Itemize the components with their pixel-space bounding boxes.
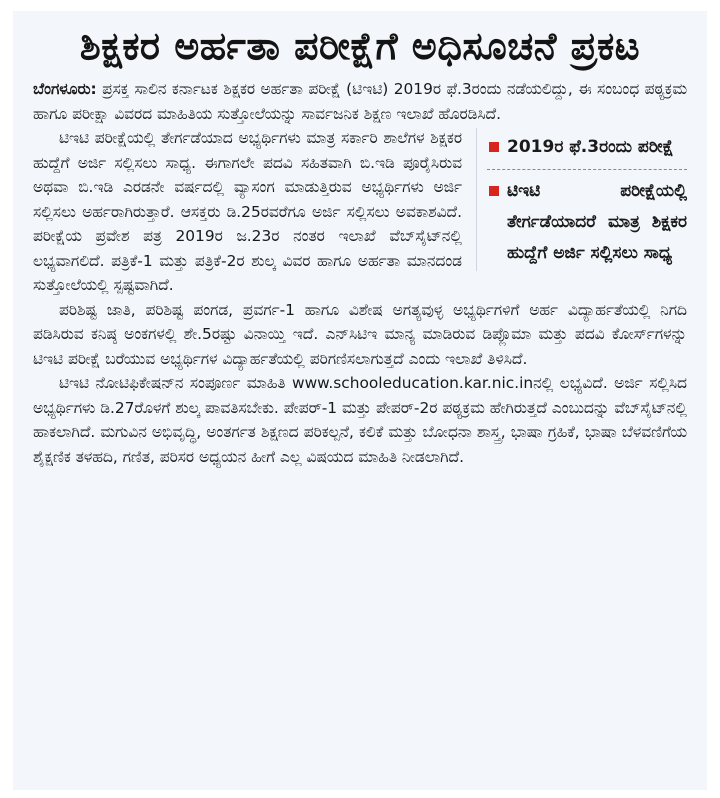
red-square-bullet-icon <box>489 186 499 196</box>
highlight-item <box>487 176 687 269</box>
red-square-bullet-icon <box>489 142 499 152</box>
highlight-text: 2019ರ ಫೆ.3ರಂದು ಪರೀಕ್ಷೆ <box>507 137 674 157</box>
body-paragraph: ಪರಿಶಿಷ್ಟ ಜಾತಿ, ಪರಿಶಿಷ್ಟ ಪಂಗಡ, ಪ್ರವರ್ಗ-1 ಹಾಗೂ ವಿಶೇಷ ಅಗತ್ಯವುಳ್ಳ ಅಭ್ಯರ್ಥಿಗಳಿಗೆ ಅರ್ಹ ವಿದ್ಯಾರ್ಹತೆಯಲ್ಲಿ ನಿಗದಿ ಪಡಿಸಿರುವ ಕನಿಷ್ಠ ಅಂಕಗಳಲ್ಲಿ ಶೇ.5ರಷ್ಟು ವಿನಾಯ್ತಿ ಇದೆ. ಎನ್‌ಸಿಟಿಇ ಮಾನ್ಯ ಮಾಡಿರುವ ಡಿಪ್ಲೊಮಾ ಮತ್ತು ಪದವಿ ಕೋರ್ಸ್‌ಗಳನ್ನು ಟಿಇಟಿ ಪರೀಕ್ಷೆ ಬರೆಯುವ ಅಭ್ಯರ್ಥಿಗಳ ವಿದ್ಯಾರ್ಹತೆಯಲ್ಲಿ ಪರಿಗಣಿಸಲಾಗುತ್ತದೆ ಎಂದು ಇಲಾಖೆ ತಿಳಿಸಿದೆ. <box>33 300 687 368</box>
lead-paragraph <box>33 77 687 126</box>
newspaper-clipping <box>13 11 707 790</box>
article-body <box>33 77 687 469</box>
headline: ಶಿಕ್ಷಕರ ಅರ್ಹತಾ ಪರೀಕ್ಷೆಗೆ ಅಧಿಸೂಚನೆ ಪ್ರಕಟ <box>79 24 641 68</box>
body-paragraph: ಟಿಇಟಿ ಪರೀಕ್ಷೆಯಲ್ಲಿ ತೇರ್ಗಡೆಯಾದ ಅಭ್ಯರ್ಥಿಗಳು ಮಾತ್ರ ಸರ್ಕಾರಿ ಶಾಲೆಗಳ ಶಿಕ್ಷಕರ ಹುದ್ದೆಗೆ ಅರ್ಜಿ ಸಲ್ಲಿಸಲು ಸಾಧ್ಯ. ಈಗಾಗಲೇ ಪದವಿ ಸಹಿತವಾಗಿ ಬಿ.ಇಡಿ ಪೂರೈಸಿರುವ ಅಥವಾ ಬಿ.ಇಡಿ ಎರಡನೇ ವರ್ಷದಲ್ಲಿ ವ್ಯಾಸಂಗ ಮಾಡುತ್ತಿರುವ ಅಭ್ಯರ್ಥಿಗಳು ಅರ್ಜಿ ಸಲ್ಲಿಸಲು ಅರ್ಹರಾಗಿರುತ್ತಾರೆ. ಆಸಕ್ತರು ಡಿ.25ರವರೆಗೂ ಅರ್ಜಿ ಸಲ್ಲಿಸಲು ಅವಕಾಶವಿದೆ. ಪರೀಕ್ಷೆಯ ಪ್ರವೇಶ ಪತ್ರ 2019ರ ಜ.23ರ ನಂತರ ಇಲಾಖೆ ವೆಬ್‌ಸೈಟ್‌ನಲ್ಲಿ ಲಭ್ಯವಾಗಲಿದೆ. ಪತ್ರಿಕೆ-1 ಮತ್ತು ಪತ್ರಿಕೆ-2ರ ಶುಲ್ಕ ವಿವರ ಹಾಗೂ ಅರ್ಹತಾ ಮಾನದಂಡ ಸುತ್ತೋಲೆಯಲ್ಲಿ ಸ್ಪಷ್ಟವಾಗಿದೆ. <box>33 129 462 294</box>
highlight-divider <box>487 169 687 170</box>
lead-text: ಪ್ರಸಕ್ತ ಸಾಲಿನ ಕರ್ನಾಟಕ ಶಿಕ್ಷಕರ ಅರ್ಹತಾ ಪರೀಕ್ಷೆ (ಟಿಇಟಿ) 2019ರ ಫೆ.3ರಂದು ನಡೆಯಲಿದ್ದು, ಈ ಸಂಬಂಧ ಪಠ್ಯಕ್ರಮ ಹಾಗೂ ಪರೀಕ್ಷಾ ವಿವರದ ಮಾಹಿತಿಯ ಸುತ್ತೋಲೆಯನ್ನು ಸಾರ್ವಜನಿಕ ಶಿಕ್ಷಣ ಇಲಾಖೆ ಹೊರಡಿಸಿದೆ. <box>33 80 687 123</box>
dateline: ಬೆಂಗಳೂರು: <box>33 80 97 98</box>
highlights-box <box>476 128 687 271</box>
highlight-item <box>487 132 687 163</box>
highlight-text: ಟಿಇಟಿ ಪರೀಕ್ಷೆಯಲ್ಲಿ ತೇರ್ಗಡೆಯಾದರೆ ಮಾತ್ರ ಶಿಕ್ಷಕರ ಹುದ್ದೆಗೆ ಅರ್ಜಿ ಸಲ್ಲಿಸಲು ಸಾಧ್ಯ <box>507 181 687 263</box>
body-paragraph: ಟಿಇಟಿ ನೋಟಿಫಿಕೇಷನ್‌ನ ಸಂಪೂರ್ಣ ಮಾಹಿತಿ www.schooleducation.kar.nic.inನಲ್ಲಿ ಲಭ್ಯವಿದೆ. ಅರ್ಜಿ ಸಲ್ಲಿಸಿದ ಅಭ್ಯರ್ಥಿಗಳು ಡಿ.27ರೊಳಗೆ ಶುಲ್ಕ ಪಾವತಿಸಬೇಕು. ಪೇಪರ್-1 ಮತ್ತು ಪೇಪರ್-2ರ ಪಠ್ಯಕ್ರಮ ಹೇಗಿರುತ್ತದೆ ಎಂಬುದನ್ನು ವೆಬ್‌ಸೈಟ್‌ನಲ್ಲಿ ಹಾಕಲಾಗಿದೆ. ಮಗುವಿನ ಅಭಿವೃದ್ಧಿ, ಅಂತರ್ಗತ ಶಿಕ್ಷಣದ ಪರಿಕಲ್ಪನೆ, ಕಲಿಕೆ ಮತ್ತು ಬೋಧನಾ ಶಾಸ್ತ್ರ, ಭಾಷಾ ಗ್ರಹಿಕೆ, ಭಾಷಾ ಬೆಳವಣಿಗೆಯ ಶೈಕ್ಷಣಿಕ ತಳಹದಿ, ಗಣಿತ, ಪರಿಸರ ಅಧ್ಯಯನ ಹೀಗೆ ಎಲ್ಲ ವಿಷಯದ ಮಾಹಿತಿ ನೀಡಲಾಗಿದೆ. <box>33 374 687 466</box>
